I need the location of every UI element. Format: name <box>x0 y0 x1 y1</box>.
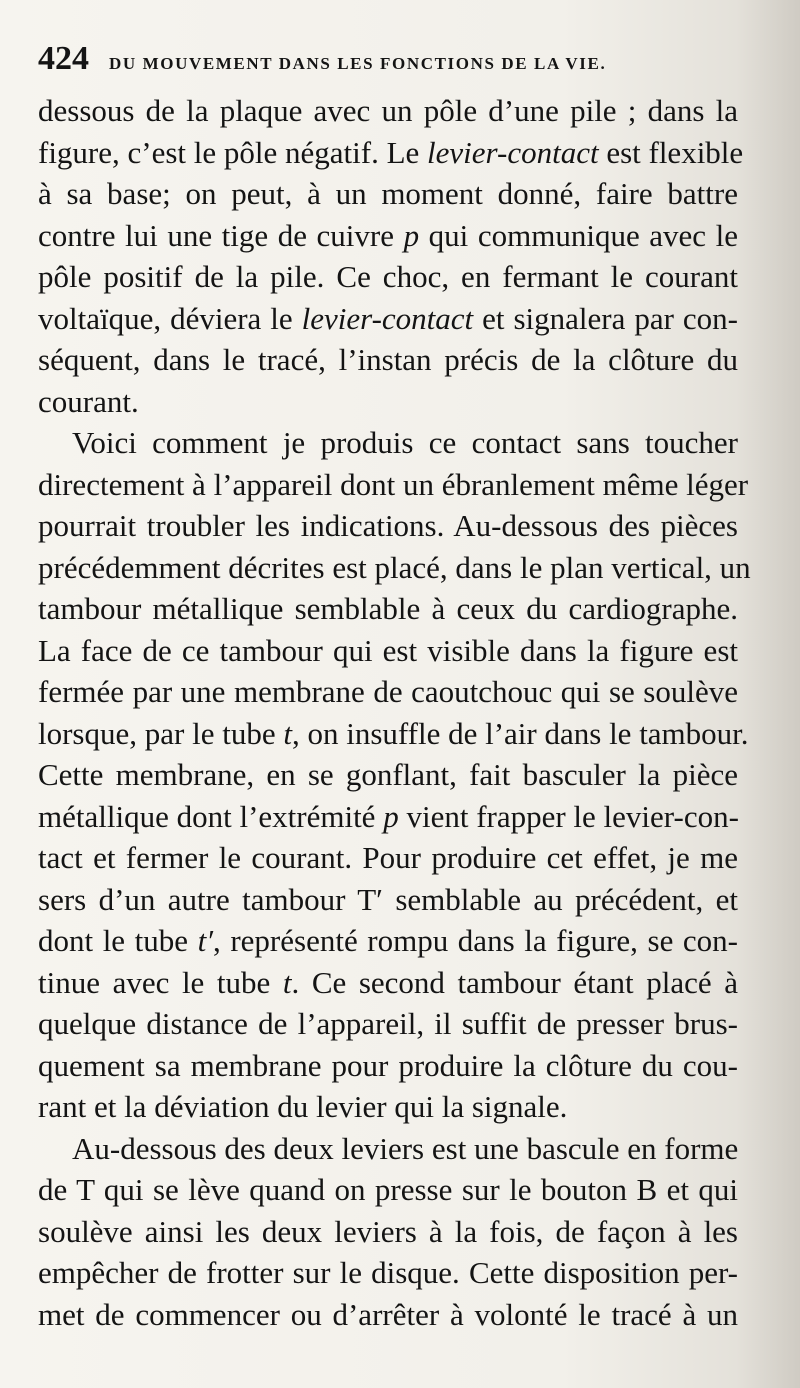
text-line: Au-dessous des deux leviers est une bascule en forme <box>72 1130 739 1166</box>
text-line: voltaïque, déviera le levier-contact et signalera par con- <box>38 300 738 336</box>
text-line: dont le tube t′, représenté rompu dans la figure, se con- <box>38 923 739 958</box>
text-line: quement sa membrane pour produire la clôture du cou- <box>38 1047 738 1083</box>
text-line: dessous de la plaque avec un pôle d’une pile ; dans la <box>38 93 738 128</box>
text-line: La face de ce tambour qui est visible dans la figure est <box>38 632 738 668</box>
running-title: DU MOUVEMENT DANS LES FONCTIONS DE LA VIE. <box>109 54 607 73</box>
text-line: tinue avec le tube t. Ce second tambour étant placé à <box>38 964 738 1000</box>
text-line: quelque distance de l’appareil, il suffit de presser brus- <box>38 1006 738 1041</box>
running-header <box>38 40 738 80</box>
text-line: de T qui se lève quand on presse sur le bouton B et qui <box>38 1172 738 1207</box>
text-line: séquent, dans le tracé, l’instan précis de la clôture du <box>38 342 738 377</box>
text-line: à sa base; on peut, à un moment donné, faire battre <box>38 176 738 211</box>
text-line: contre lui une tige de cuivre p qui communique avec le <box>38 217 739 253</box>
text-line: soulève ainsi les deux leviers à la fois, de façon à les <box>38 1213 738 1249</box>
body-text <box>38 90 751 1335</box>
text-line: met de commencer ou d’arrêter à volonté le tracé à un <box>38 1296 738 1332</box>
text-line: précédemment décrites est placé, dans le plan vertical, un <box>38 549 751 585</box>
text-line: pourrait troubler les indications. Au-dessous des pièces <box>38 508 738 543</box>
text-line: courant. <box>38 383 139 419</box>
text-line: directement à l’appareil dont un ébranlement même léger <box>38 466 749 502</box>
text-line: sers d’un autre tambour T′ semblable au précédent, et <box>38 881 738 917</box>
text-line: Voici comment je produis ce contact sans toucher <box>72 425 738 460</box>
text-line: empêcher de frotter sur le disque. Cette disposition per- <box>38 1255 738 1290</box>
text-line: Cette membrane, en se gonflant, fait basculer la pièce <box>38 757 738 792</box>
text-line: tambour métallique semblable à ceux du cardiographe. <box>38 591 738 626</box>
text-line: lorsque, par le tube t, on insuffle de l’air dans le tambour. <box>38 715 749 751</box>
text-line: fermée par une membrane de caoutchouc qui se soulève <box>38 674 738 709</box>
text-line: figure, c’est le pôle négatif. Le levier-contact est flexible <box>38 134 744 170</box>
text-line: tact et fermer le courant. Pour produire cet effet, je me <box>38 840 738 875</box>
text-line: rant et la déviation du levier qui la signale. <box>38 1089 568 1124</box>
text-line: métallique dont l’extrémité p vient frapper le levier-con- <box>38 798 739 834</box>
page-number: 424 <box>38 40 89 77</box>
text-line: pôle positif de la pile. Ce choc, en fermant le courant <box>38 259 738 294</box>
